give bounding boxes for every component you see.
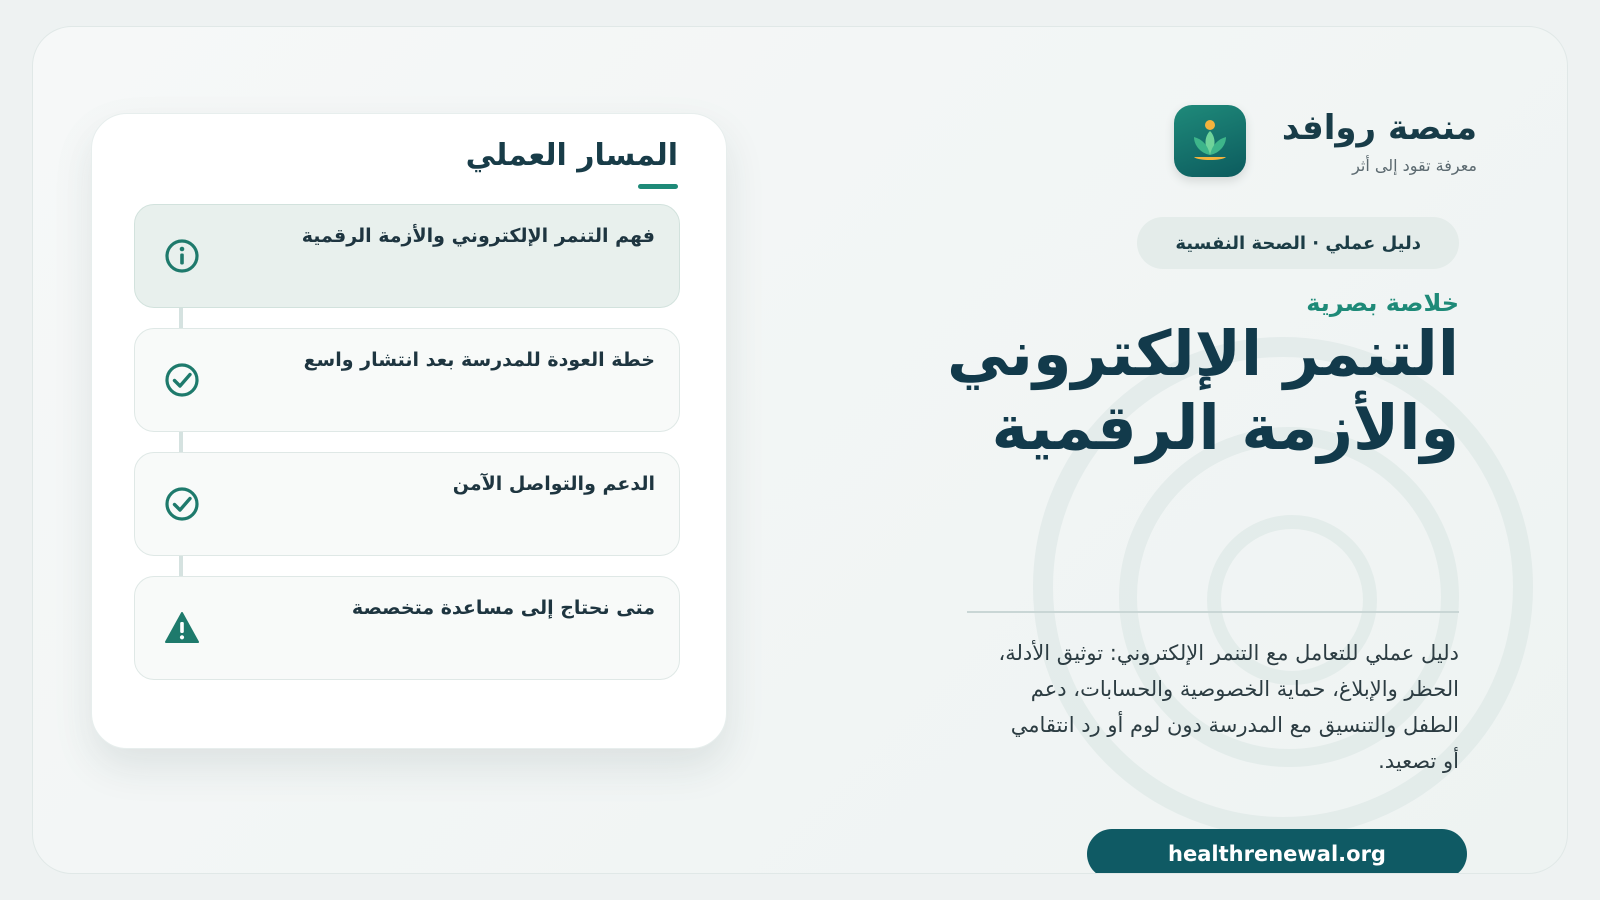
page-frame	[32, 26, 1568, 874]
info-icon	[163, 237, 201, 275]
step-label: فهم التنمر الإلكتروني والأزمة الرقمية	[301, 225, 655, 247]
step-label: خطة العودة للمدرسة بعد انتشار واسع	[303, 349, 655, 371]
card-title: المسار العملي	[465, 138, 678, 173]
check-circle-icon	[163, 361, 201, 399]
brand-header	[1174, 105, 1477, 177]
step-label: متى نحتاج إلى مساعدة متخصصة	[351, 597, 655, 619]
website-link-button[interactable]: healthrenewal.org	[1087, 829, 1467, 874]
page-title: التنمر الإلكتروني والأزمة الرقمية	[946, 317, 1459, 464]
divider	[967, 611, 1459, 613]
step-label: الدعم والتواصل الآمن	[452, 473, 655, 495]
category-pill: دليل عملي · الصحة النفسية	[1137, 217, 1459, 269]
lotus-icon	[1174, 105, 1246, 177]
step-connector	[179, 306, 183, 330]
step-item-understand[interactable]	[134, 204, 680, 308]
brand-text	[1282, 108, 1477, 175]
step-connector	[179, 430, 183, 454]
brand-name: منصة روافد	[1281, 107, 1477, 148]
check-circle-icon	[163, 485, 201, 523]
step-connector	[179, 554, 183, 578]
description: دليل عملي للتعامل مع التنمر الإلكتروني: توثيق الأدلة، الحظر والإبلاغ، حماية الخصوصية والحسابات، دعم الطفل والتنسيق مع المدرسة دون لوم أو رد انتقامي أو تصعيد.	[998, 641, 1459, 773]
step-item-return-school[interactable]	[134, 328, 680, 432]
step-item-support[interactable]	[134, 452, 680, 556]
path-card	[91, 113, 727, 749]
brand-tagline: معرفة تقود إلى أثر	[1352, 155, 1477, 175]
title-underline	[638, 184, 678, 189]
kicker-text: خلاصة بصرية	[1306, 289, 1459, 317]
warning-icon	[163, 609, 201, 647]
step-item-professional-help[interactable]	[134, 576, 680, 680]
